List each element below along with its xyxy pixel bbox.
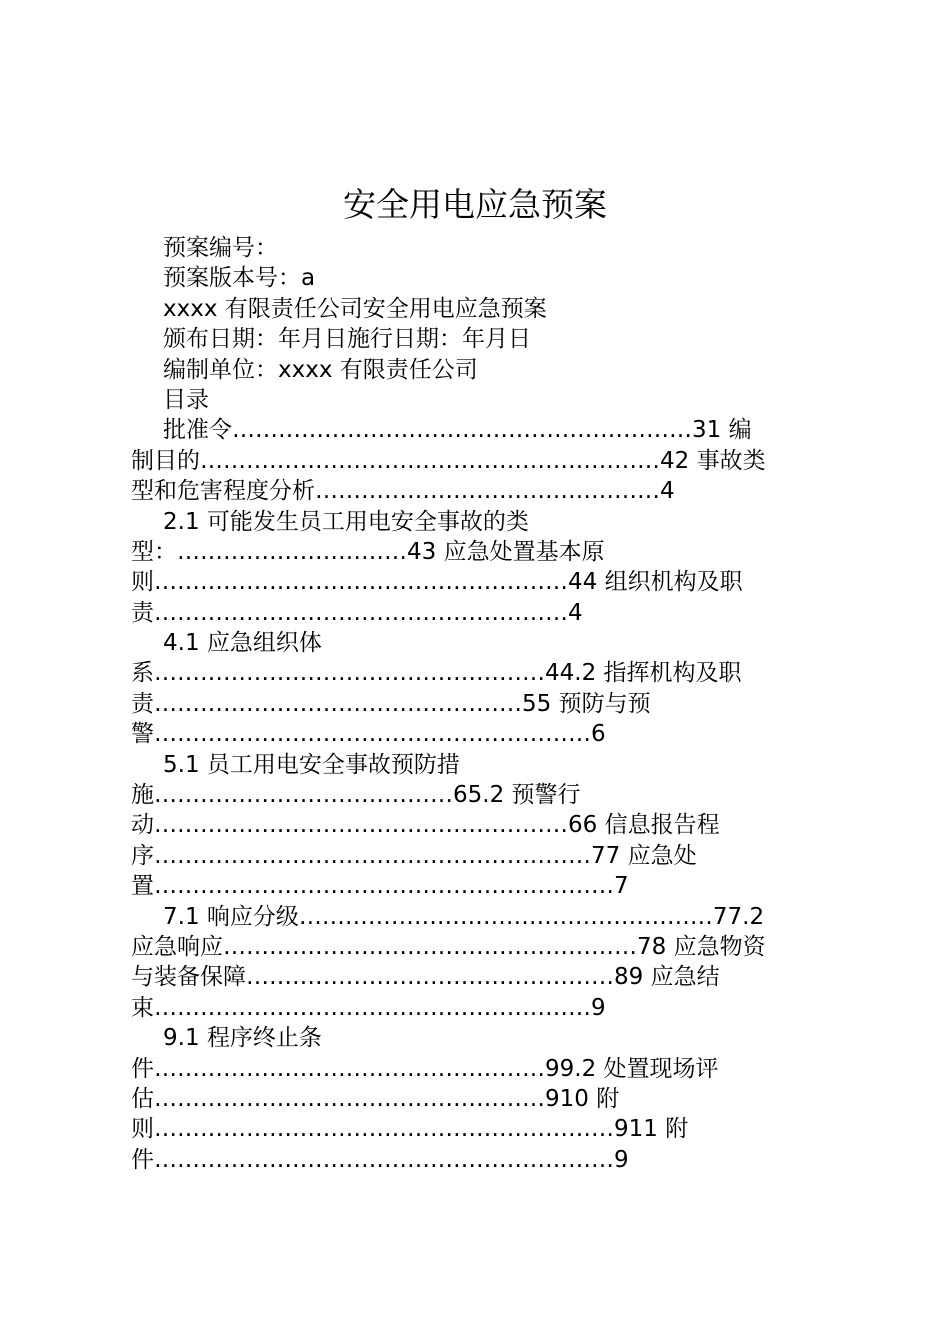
toc-line: 批准令……………………………………………………31 编 bbox=[163, 417, 752, 444]
plan-number: 预案编号： bbox=[163, 235, 278, 261]
compiling-unit: 编制单位：xxxx 有限责任公司 bbox=[163, 356, 478, 383]
toc-line: 与装备保障…………………………………………89 应急结 bbox=[131, 964, 720, 991]
document-body bbox=[131, 233, 831, 1175]
toc-line: 束…………………………………………………9 bbox=[131, 994, 606, 1021]
toc-line: 置……………………………………………………7 bbox=[131, 873, 629, 900]
toc-line: 制目的……………………………………………………42 事故类 bbox=[131, 447, 766, 474]
toc-line: 估……………………………………………910 附 bbox=[131, 1085, 620, 1112]
toc-heading: 目录 bbox=[163, 386, 209, 413]
toc-line: 件……………………………………………99.2 处置现场评 bbox=[131, 1055, 719, 1082]
toc-line: 型：…………………………43 应急处置基本原 bbox=[131, 538, 605, 565]
toc-line: 责…………………………………………55 预防与预 bbox=[131, 690, 651, 717]
toc-line: 警…………………………………………………6 bbox=[131, 721, 606, 748]
toc-line: 责………………………………………………4 bbox=[131, 599, 583, 626]
toc-line: 系……………………………………………44.2 指挥机构及职 bbox=[131, 660, 742, 687]
plan-version: 预案版本号：a bbox=[163, 265, 316, 292]
table-of-contents bbox=[131, 415, 831, 1175]
toc-line: 动………………………………………………66 信息报告程 bbox=[131, 812, 720, 839]
plan-company-title: xxxx 有限责任公司安全用电应急预案 bbox=[163, 295, 547, 322]
toc-line: 9.1 程序终止条 bbox=[163, 1025, 322, 1052]
toc-line: 施…………………………………65.2 预警行 bbox=[131, 782, 581, 809]
toc-line: 则……………………………………………………911 附 bbox=[131, 1116, 689, 1143]
publish-dates: 颁布日期：年月日施行日期：年月日 bbox=[163, 326, 531, 353]
toc-line: 应急响应………………………………………………78 应急物资 bbox=[131, 933, 766, 960]
toc-line: 则………………………………………………44 组织机构及职 bbox=[131, 569, 743, 596]
toc-line: 7.1 响应分级………………………………………………77.2 bbox=[163, 903, 765, 930]
toc-line: 4.1 应急组织体 bbox=[163, 630, 322, 657]
toc-line: 件……………………………………………………9 bbox=[131, 1146, 629, 1173]
toc-line: 5.1 员工用电安全事故预防措 bbox=[163, 751, 460, 778]
document-title: 安全用电应急预案 bbox=[343, 185, 607, 224]
toc-line: 序…………………………………………………77 应急处 bbox=[131, 842, 697, 869]
toc-line: 2.1 可能发生员工用电安全事故的类 bbox=[163, 508, 529, 535]
toc-line: 型和危害程度分析………………………………………4 bbox=[131, 478, 675, 505]
